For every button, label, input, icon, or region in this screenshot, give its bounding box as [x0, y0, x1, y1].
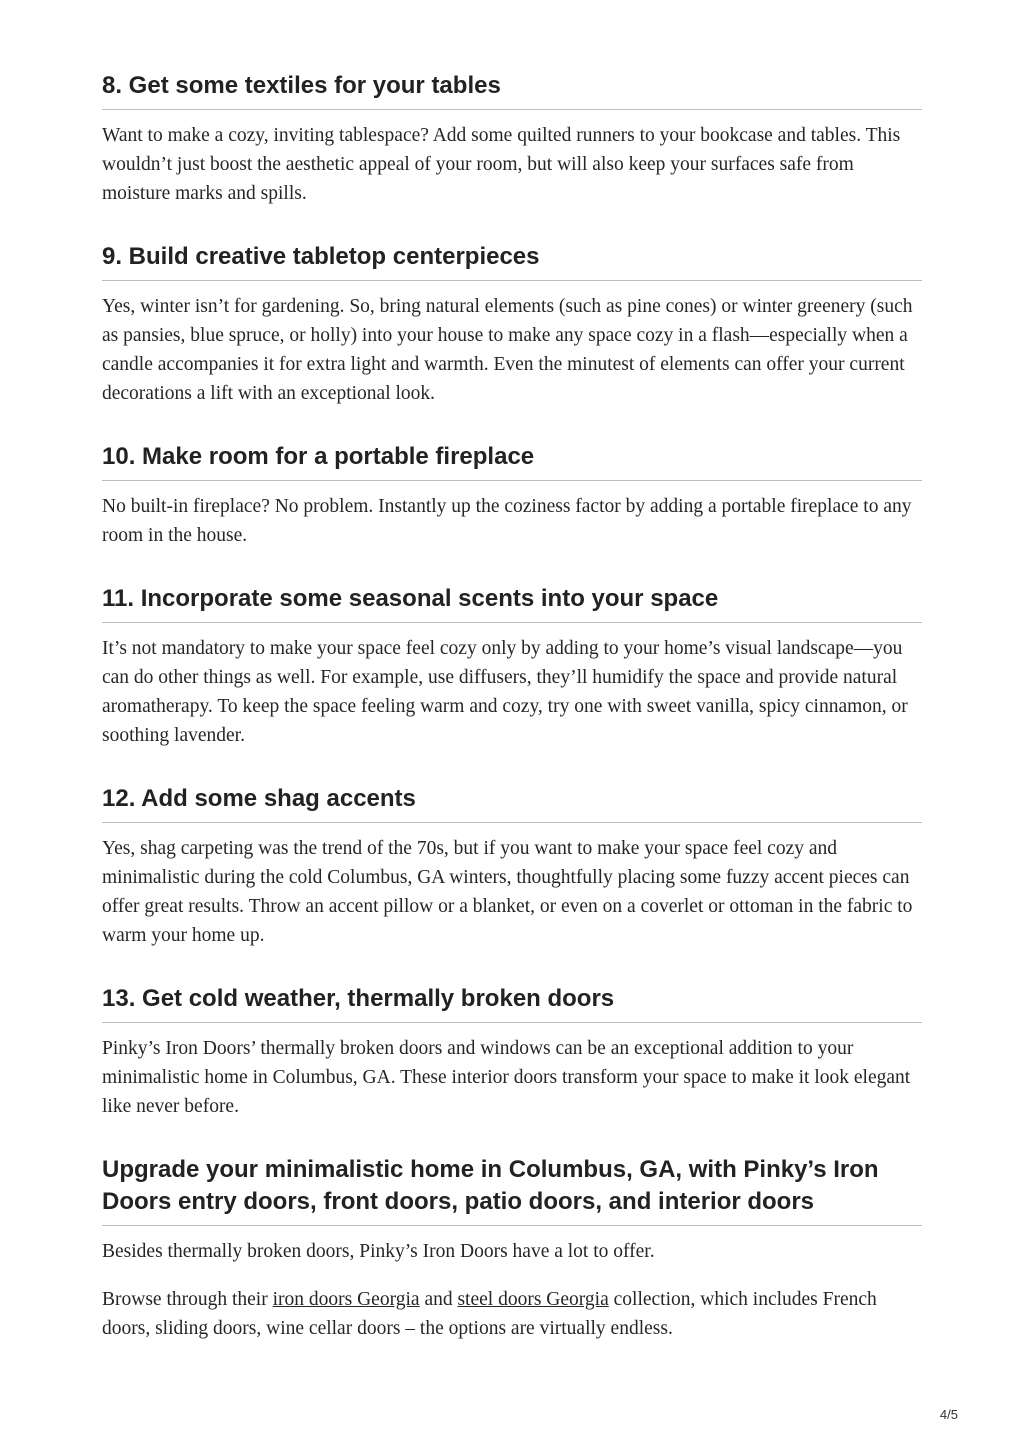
section-heading: 9. Build creative tabletop centerpieces	[102, 241, 922, 281]
section-textiles	[102, 70, 922, 208]
section-scents	[102, 583, 922, 750]
section-body-links	[102, 1285, 922, 1343]
document-page	[102, 70, 922, 1376]
iron-doors-georgia-link[interactable]: iron doors Georgia	[272, 1289, 420, 1310]
section-body: Besides thermally broken doors, Pinky’s Iron Doors have a lot to offer.	[102, 1241, 655, 1262]
body-text: collection, which includes French doors, sliding doors, wine cellar doors – the options are virtually endless.	[102, 1289, 877, 1339]
steel-doors-georgia-link[interactable]: steel doors Georgia	[457, 1289, 609, 1310]
section-centerpieces	[102, 241, 922, 408]
page-number: 4/5	[939, 1407, 958, 1422]
section-body: It’s not mandatory to make your space feel cozy only by adding to your home’s visual landscape—you can do other things as well. For example, use diffusers, they’ll humidify the space and provide natural aromatherapy. To keep the space feeling warm and cozy, try one with sweet vanilla, spicy cinnamon, or soothing lavender.	[102, 638, 908, 746]
section-upgrade	[102, 1154, 922, 1343]
section-body: Pinky’s Iron Doors’ thermally broken doors and windows can be an exceptional addition to your minimalistic home in Columbus, GA. These interior doors transform your space to make it look elegant like never before.	[102, 1038, 911, 1117]
section-fireplace	[102, 441, 922, 550]
section-body: Yes, shag carpeting was the trend of the 70s, but if you want to make your space feel cozy and minimalistic during the cold Columbus, GA winters, thoughtfully placing some fuzzy accent pieces can offer great results. Throw an accent pillow or a blanket, or even on a coverlet or ottoman in the fabric to warm your home up.	[102, 838, 913, 946]
section-heading: 13. Get cold weather, thermally broken doors	[102, 983, 922, 1023]
section-shag	[102, 783, 922, 950]
section-heading: Upgrade your minimalistic home in Columbus, GA, with Pinky’s Iron Doors entry doors, front doors, patio doors, and interior doors	[102, 1154, 922, 1226]
section-heading: 11. Incorporate some seasonal scents into your space	[102, 583, 922, 623]
section-heading: 12. Add some shag accents	[102, 783, 922, 823]
body-text: Browse through their	[102, 1289, 273, 1310]
section-body: Want to make a cozy, inviting tablespace? Add some quilted runners to your bookcase and tables. This wouldn’t just boost the aesthetic appeal of your room, but will also keep your surfaces safe from moisture marks and spills.	[102, 125, 901, 204]
section-doors	[102, 983, 922, 1121]
section-body: No built-in fireplace? No problem. Instantly up the coziness factor by adding a portable fireplace to any room in the house.	[102, 496, 912, 546]
section-heading: 8. Get some textiles for your tables	[102, 70, 922, 110]
section-heading: 10. Make room for a portable fireplace	[102, 441, 922, 481]
section-body: Yes, winter isn’t for gardening. So, bring natural elements (such as pine cones) or winter greenery (such as pansies, blue spruce, or holly) into your house to make any space cozy in a flash—especially when a candle accompanies it for extra light and warmth. Even the minutest of elements can offer your current decorations a lift with an exceptional look.	[102, 296, 913, 404]
body-text: and	[419, 1289, 458, 1310]
